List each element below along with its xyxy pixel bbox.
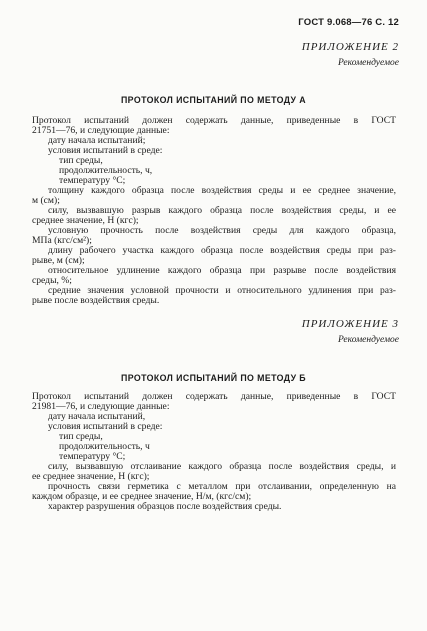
- text-line: ее среднее значение, Н (кгс);: [32, 471, 150, 482]
- text-line: Протокол испытаний должен содержать данные, приведенные в ГОСТ: [32, 391, 396, 402]
- text-line: температуру °С;: [59, 175, 126, 186]
- text-line: среды, %;: [32, 275, 72, 286]
- text-line: условную прочность после воздействия среды для каждого образца,: [48, 225, 396, 236]
- text-line: условия испытаний в среде:: [48, 145, 163, 156]
- text-line: тип среды,: [59, 155, 103, 166]
- text-line: условия испытаний в среде:: [48, 421, 163, 432]
- text-line: МПа (кгс/см²);: [32, 235, 92, 246]
- appendix-2-note: Рекомендуемое: [337, 58, 399, 68]
- text-line: средние значения условной прочности и относительного удлинения при раз-: [48, 285, 396, 296]
- text-line: прочность связи герметика с металлом при отслаивании, определенную на: [48, 481, 396, 492]
- text-line: дату начала испытаний;: [48, 135, 146, 146]
- text-line: тип среды,: [59, 431, 103, 442]
- text-line: рыве, м (см);: [32, 255, 85, 266]
- page-header: ГОСТ 9.068—76 С. 12: [298, 17, 399, 28]
- text-line: относительное удлинение каждого образца при разрыве после воздействия: [48, 265, 396, 276]
- appendix-3-label: ПРИЛОЖЕНИЕ 3: [301, 318, 399, 330]
- appendix-2-label: ПРИЛОЖЕНИЕ 2: [301, 41, 399, 53]
- text-line: м (см);: [32, 195, 60, 206]
- appendix-3-title: ПРОТОКОЛ ИСПЫТАНИЙ ПО МЕТОДУ Б: [120, 373, 307, 383]
- text-line: 21981—76, и следующие данные:: [32, 401, 170, 412]
- text-line: среднее значение, Н (кгс);: [32, 215, 139, 226]
- text-line: силу, вызвавшую отслаивание каждого образца после воздействия среды, и: [48, 461, 396, 472]
- text-line: 21751—76, и следующие данные:: [32, 125, 170, 136]
- text-line: продолжительность, ч: [59, 441, 150, 452]
- appendix-2-title: ПРОТОКОЛ ИСПЫТАНИЙ ПО МЕТОДУ А: [120, 95, 307, 105]
- text-line: характер разрушения образцов после воздействия среды.: [48, 501, 282, 512]
- text-line: продолжительность, ч,: [59, 165, 153, 176]
- text-line: дату начала испытаний,: [48, 411, 146, 422]
- appendix-3-note: Рекомендуемое: [337, 335, 399, 345]
- text-line: Протокол испытаний должен содержать данные, приведенные в ГОСТ: [32, 115, 396, 126]
- text-line: толщину каждого образца после воздействия среды и ее среднее значение,: [48, 185, 396, 196]
- text-line: длину рабочего участка каждого образца после воздействия среды при раз-: [48, 245, 396, 256]
- text-line: температуру °С;: [59, 451, 126, 462]
- text-line: силу, вызвавшую разрыв каждого образца после воздействия среды, и ее: [48, 205, 396, 216]
- text-line: каждом образце, и ее среднее значение, Н/м, (кгс/см);: [32, 491, 252, 502]
- text-line: рыве после воздействия среды.: [32, 295, 160, 306]
